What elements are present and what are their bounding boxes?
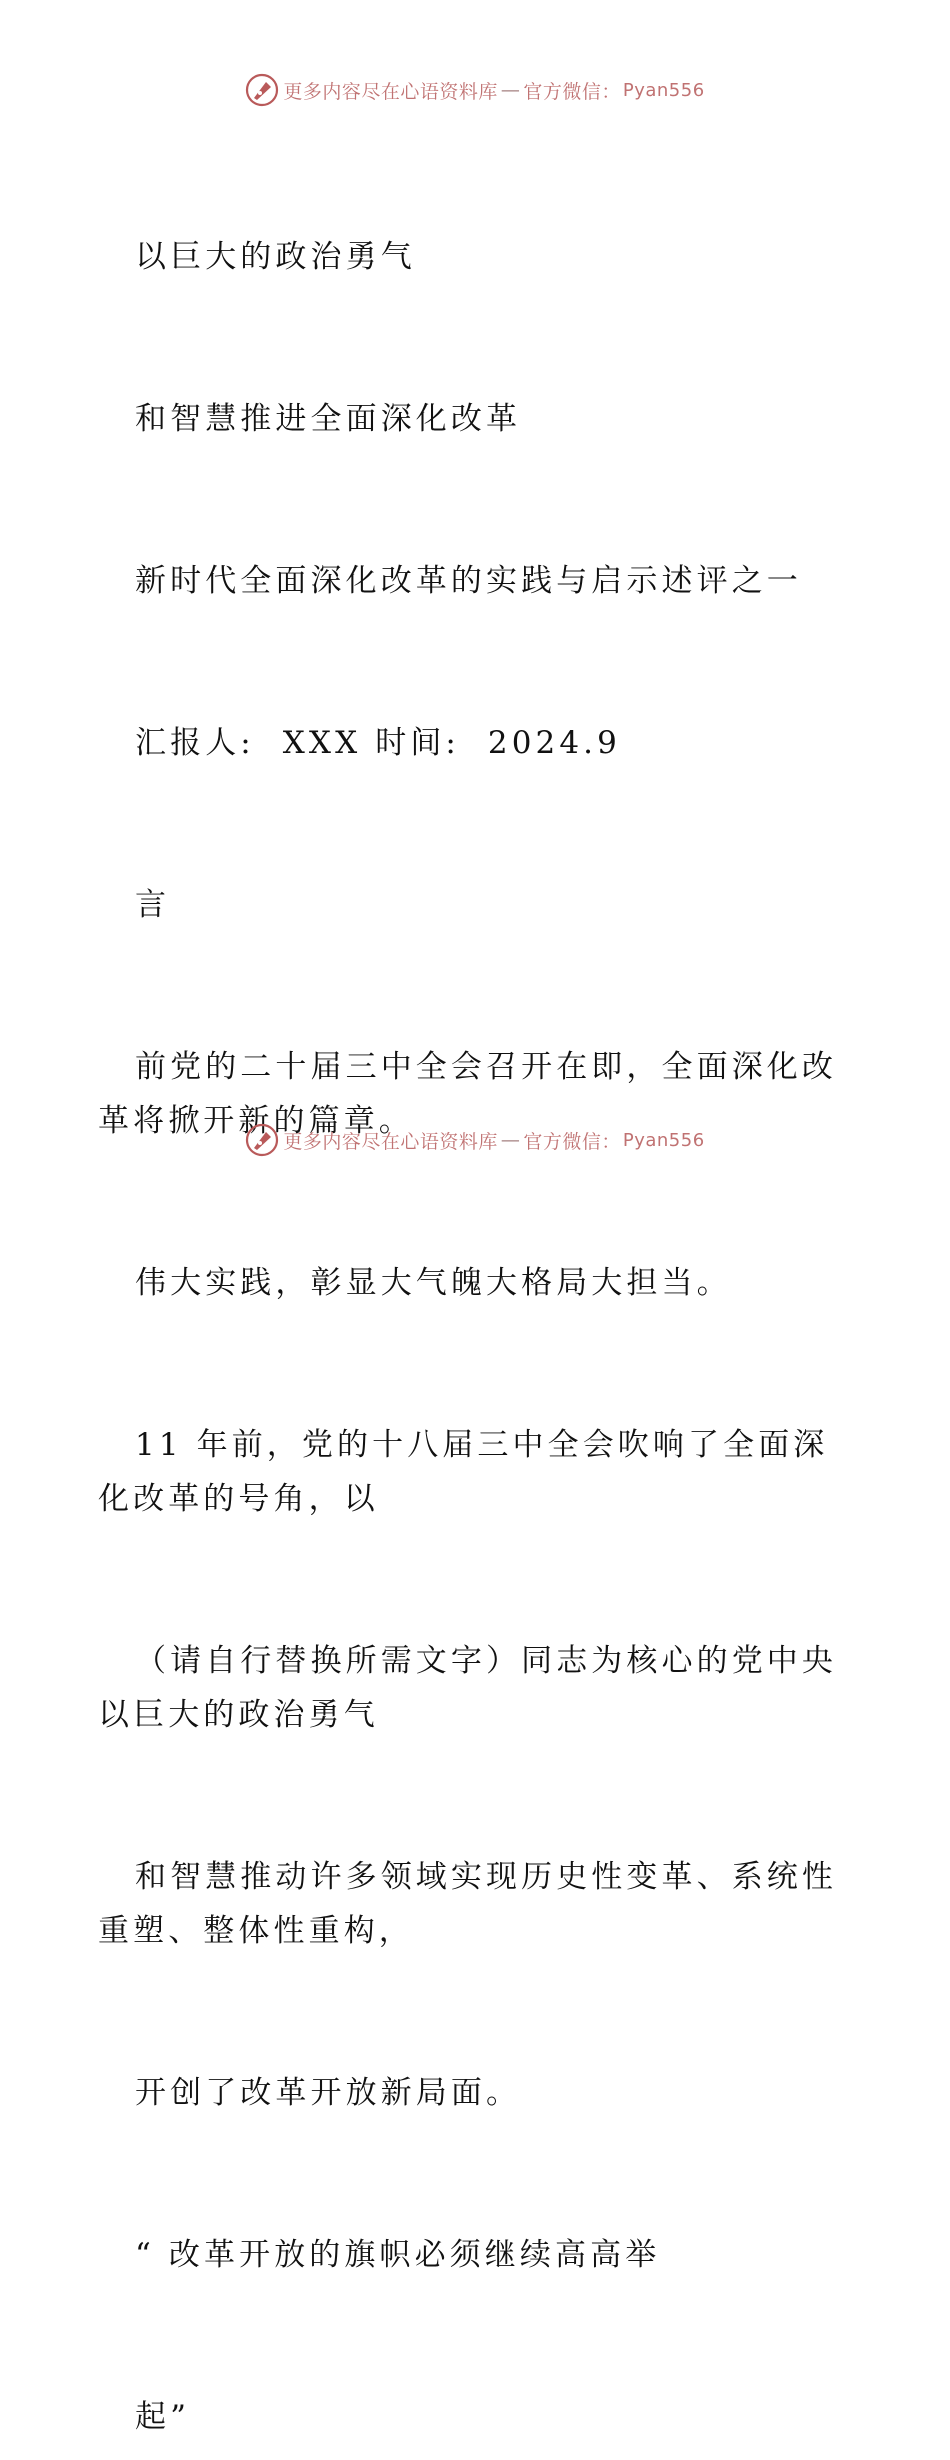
watermark-suffix: 官方微信： xyxy=(523,80,621,103)
watermark-text: 更多内容尽在心语资料库 xyxy=(283,80,498,103)
pen-nib-logo-icon xyxy=(245,1123,279,1157)
watermark-suffix: 官方微信： xyxy=(523,1130,621,1153)
watermark-wechat-id: Pyan556 xyxy=(622,1129,705,1151)
paragraph-body: 前党的二十届三中全会召开在即，全面深化改革将掀开新的篇章。 xyxy=(98,1049,837,1139)
paragraph-reporter-date: 汇报人: XXX 时间: 2024.9 xyxy=(135,725,621,761)
footer-watermark xyxy=(0,1118,950,1162)
paragraph-quote: “ 改革开放的旗帜必须继续高高举 xyxy=(135,2237,661,2273)
paragraph-title-1: 以巨大的政治勇气 xyxy=(135,239,416,275)
paragraph-body: 11 年前，党的十八届三中全会吹响了全面深化改革的号角，以 xyxy=(98,1427,829,1517)
paragraph-heading-yan: 言 xyxy=(135,887,171,923)
paragraph-quote-end: 起” xyxy=(135,2399,191,2435)
document-body xyxy=(98,122,858,2460)
watermark-wechat-id: Pyan556 xyxy=(622,79,705,101)
watermark-separator: — xyxy=(500,1129,521,1151)
paragraph-title-2: 和智慧推进全面深化改革 xyxy=(135,401,522,437)
watermark-separator: — xyxy=(500,79,521,101)
header-watermark xyxy=(0,68,950,112)
paragraph-body: 和智慧推动许多领域实现历史性变革、系统性重塑、整体性重构， xyxy=(98,1859,837,1949)
paragraph-body: （请自行替换所需文字）同志为核心的党中央以巨大的政治勇气 xyxy=(98,1643,837,1733)
paragraph-body: 开创了改革开放新局面。 xyxy=(135,2075,522,2111)
paragraph-body: 伟大实践，彰显大气魄大格局大担当。 xyxy=(135,1265,732,1301)
watermark-text: 更多内容尽在心语资料库 xyxy=(283,1130,498,1153)
paragraph-subtitle: 新时代全面深化改革的实践与启示述评之一 xyxy=(135,563,802,599)
pen-nib-logo-icon xyxy=(245,73,279,107)
